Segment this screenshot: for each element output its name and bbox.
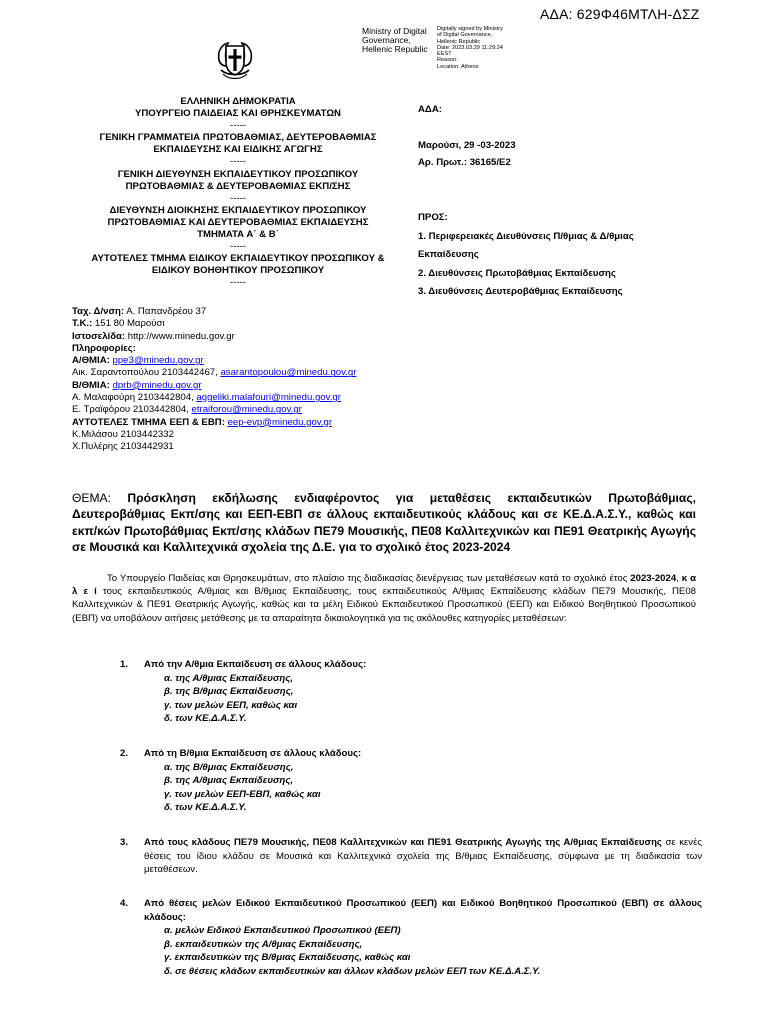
secondary-person1-email-link[interactable]: aggeliki.malafouri@minedu.gov.gr: [196, 392, 341, 404]
signature-details: [437, 26, 503, 70]
list-subitem: γ. των μελών ΕΕΠ, καθώς και: [164, 699, 298, 711]
body-text: Το Υπουργείο Παιδείας και Θρησκευμάτων, στο πλαίσιο της διαδικασίας διενέργειας των μεταθέσεων κατά το σχολικό έτος: [107, 573, 631, 584]
list-subitem: δ. των ΚΕ.Δ.Α.Σ.Υ.: [164, 713, 247, 724]
list-subitem: β. της Β/θμιας Εκπαίδευσης,: [164, 686, 294, 697]
eep-email-link[interactable]: eep-evp@minedu.gov.gr: [227, 416, 333, 428]
list-subitem: γ. των μελών ΕΕΠ-ΕΒΠ, καθώς και: [164, 788, 321, 800]
secondary-contact-person: Ε. Τραϊφόρου 2103442804,: [72, 404, 192, 416]
list-subitem: γ. εκπαιδευτικών της Β/θμιας Εκπαίδευσης, καθώς και: [164, 952, 411, 963]
recipient-line: 2. Διευθύνσεις Πρωτοβάθμιας Εκπαίδευσης: [418, 268, 616, 279]
sig-detail-line: Digitally signed by Ministry: [437, 26, 503, 32]
signer-line: Ministry of Digital: [362, 26, 427, 36]
recipient-line: 3. Διευθύνσεις Δευτεροβάθμιας Εκπαίδευσης: [418, 286, 623, 297]
eep-contact-person: Κ.Μιλάσου 2103442332: [72, 428, 174, 440]
list-number: 4.: [120, 898, 129, 909]
list-title: Από την Α/θμια Εκπαίδευση σε άλλους κλάδους:: [144, 659, 367, 670]
body-text: τους εκπαιδευτικούς Α/θμιας και Β/θμιας Εκπαίδευσης, τους εκπαιδευτικούς Α/θμιας Εκπαίδευσης κλάδων ΠΕ79 Μουσικής, ΠΕ08 Καλλιτεχνικών & ΠΕ91 Θεατρικής Αγωγής, καθώς και τα μέλη Ειδικού Εκπαιδευτικού Προσωπικού (ΕΕΠ) και Ειδικού Βοηθητικού Προσωπικού (ΕΒΠ) να υποβάλουν αιτήσεις μετάθεσης με τα απαραίτητα δικαιολογητικά για τις ακόλουθες κατηγορίες μεταθέσεων:: [72, 586, 696, 624]
info-label: Πληροφορίες:: [72, 342, 136, 354]
list-item: [72, 747, 702, 815]
signer-line: Hellenic Republic: [362, 44, 428, 54]
header-line: ΠΡΩΤΟΒΑΘΜΙΑΣ & ΔΕΥΤΕΡΟΒΑΘΜΙΑΣ ΕΚΠ/ΣΗΣ: [125, 180, 351, 192]
body-paragraph: [72, 572, 696, 625]
header-separator: -----: [230, 156, 246, 168]
list-subitem: δ. σε θέσεις κλάδων εκπαιδευτικών και άλλων κλάδων μελών ΕΕΠ των ΚΕ.Δ.Α.Σ.Υ.: [164, 965, 541, 977]
primary-person-email-link[interactable]: asarantopoulou@minedu.gov.gr: [220, 367, 357, 379]
subject-label: ΘΕΜΑ:: [72, 491, 111, 505]
address-value: Α. Παπανδρέου 37: [124, 306, 207, 317]
list-title: Από τη Β/θμια Εκπαίδευση σε άλλους κλάδους:: [144, 748, 362, 759]
secondary-email-link[interactable]: dprb@minedu.gov.gr: [112, 379, 202, 391]
list-subitem: β. της Α/θμιας Εκπαίδευσης,: [164, 775, 293, 786]
subject-text: Πρόσκληση εκδήλωσης ενδιαφέροντος για μεταθέσεις εκπαιδευτικών Πρωτοβάθμιας, Δευτεροβάθμιας Εκπ/σης και ΕΕΠ-ΕΒΠ σε άλλους εκπαιδευτικούς κλάδους και σε ΚΕ.Δ.Α.Σ.Υ., καθώς και εκπ/κών Πρωτοβάθμιας Εκπ/σης κλάδων ΠΕ79 Μουσικής, ΠΕ08 Καλλιτεχνικών και ΠΕ91 Θεατρικής Αγωγής σε Μουσικά και Καλλιτεχνικά σχολεία της Δ.Ε. για το σχολικό έτος 2023-2024: [72, 491, 696, 554]
list-title-bold: Από τους κλάδους ΠΕ79 Μουσικής, ΠΕ08 Καλλιτεχνικών και ΠΕ91 Θεατρικής Αγωγής της Α/θμιας Εκπαίδευσης: [144, 837, 662, 848]
greek-coat-of-arms-icon: [215, 38, 255, 82]
secondary-contact-person: Α. Μαλαφούρη 2103442804,: [72, 392, 197, 404]
sig-detail-line: of Digital Governance,: [437, 32, 493, 39]
list-subitem: β. εκπαιδευτικών της Α/θμιας Εκπαίδευσης,: [164, 938, 363, 950]
secondary-person2-email-link[interactable]: etraiforou@minedu.gov.gr: [191, 404, 302, 416]
header-separator: -----: [230, 241, 246, 253]
header-line: ΥΠΟΥΡΓΕΙΟ ΠΑΙΔΕΙΑΣ ΚΑΙ ΘΡΗΣΚΕΥΜΑΤΩΝ: [134, 108, 341, 120]
ministry-header: [78, 96, 398, 290]
subject: [72, 490, 696, 555]
list-title: [144, 836, 702, 877]
header-line: ΓΕΝΙΚΗ ΓΡΑΜΜΑΤΕΙΑ ΠΡΩΤΟΒΑΘΜΙΑΣ, ΔΕΥΤΕΡΟΒΑΘΜΙΑΣ: [99, 132, 377, 144]
primary-label: Α/ΘΜΙΑ:: [72, 355, 110, 367]
header-line: ΕΚΠΑΙΔΕΥΣΗΣ ΚΑΙ ΕΙΔΙΚΗΣ ΑΓΩΓΗΣ: [153, 144, 323, 156]
website-label: Ιστοσελίδα:: [72, 330, 126, 342]
signature-signer: [362, 27, 428, 54]
ada-label: ΑΔΑ:: [418, 104, 442, 115]
header-line: ΕΙΔΙΚΟΥ ΒΟΗΘΗΤΙΚΟΥ ΠΡΟΣΩΠΙΚΟΥ: [151, 265, 325, 277]
list-number: 3.: [120, 837, 129, 848]
website-value: http://www.minedu.gov.gr: [125, 330, 235, 342]
address-label: Ταχ. Δ/νση:: [72, 306, 125, 317]
list-subitem: α. της Α/θμιας Εκπαίδευσης,: [164, 672, 293, 684]
sig-detail-line: Date: 2023.03.29 11:29:24: [437, 44, 503, 51]
to-label: ΠΡΟΣ:: [418, 212, 448, 223]
header-line: ΠΡΩΤΟΒΑΘΜΙΑΣ ΚΑΙ ΔΕΥΤΕΡΟΒΑΘΜΙΑΣ ΕΚΠΑΙΔΕΥΣΗΣ: [107, 216, 369, 228]
postal-code-label: Τ.Κ.:: [72, 318, 93, 330]
protocol-number: Αρ. Πρωτ.: 36165/Ε2: [418, 157, 511, 168]
header-separator: -----: [230, 192, 246, 204]
list-subitem: α. μελών Ειδικού Εκπαιδευτικού Προσωπικού (ΕΕΠ): [164, 925, 401, 936]
header-line: ΑΥΤΟΤΕΛΕΣ ΤΜΗΜΑ ΕΙΔΙΚΟΥ ΕΚΠΑΙΔΕΥΤΙΚΟΥ ΠΡΟΣΩΠΙΚΟΥ &: [91, 253, 385, 265]
header-separator: -----: [230, 120, 246, 132]
recipient-line: Εκπαίδευσης: [418, 249, 479, 260]
primary-email-link[interactable]: ppe3@minedu.gov.gr: [112, 355, 204, 367]
header-line: ΕΛΛΗΝΙΚΗ ΔΗΜΟΚΡΑΤΙΑ: [180, 96, 296, 107]
list-subitem: δ. των ΚΕ.Δ.Α.Σ.Υ.: [164, 802, 247, 813]
list-item: [72, 658, 702, 726]
ada-number-top: ΑΔΑ: 629Φ46ΜΤΛΗ-ΔΣΖ: [540, 6, 700, 22]
list-item: [72, 897, 702, 978]
sig-detail-line: Location: Athens: [437, 63, 479, 70]
list-number: 2.: [120, 748, 129, 759]
date-line: Μαρούσι, 29 -03-2023: [418, 140, 516, 151]
eep-contact-person: Χ.Πυλέρης 2103442931: [72, 441, 174, 453]
header-line: ΤΜΗΜΑΤΑ Α΄ & Β΄: [197, 229, 279, 241]
primary-contact-person: Αικ. Σαραντοπούλου 2103442467,: [72, 367, 221, 379]
body-text: ,: [676, 573, 682, 584]
sig-detail-line: Reason:: [437, 57, 458, 64]
list-number: 1.: [120, 659, 129, 670]
list-item: [72, 836, 702, 877]
header-separator: -----: [230, 277, 246, 289]
contact-info: [72, 306, 412, 454]
invite-word: κ α λ ε ί: [72, 573, 696, 598]
eep-label: ΑΥΤΟΤΕΛΕΣ ΤΜΗΜΑ ΕΕΠ & ΕΒΠ:: [72, 416, 228, 428]
postal-code-value: 151 80 Μαρούσι: [92, 318, 165, 330]
signer-line: Governance,: [362, 35, 411, 45]
sig-detail-line: Hellenic Republic: [437, 38, 481, 45]
school-year: 2023-2024: [630, 573, 677, 584]
secondary-label: Β/ΘΜΙΑ:: [72, 379, 110, 391]
header-line: ΓΕΝΙΚΗ ΔΙΕΥΘΥΝΣΗ ΕΚΠΑΙΔΕΥΤΙΚΟΥ ΠΡΟΣΩΠΙΚΟΥ: [117, 168, 359, 180]
list-title: Από θέσεις μελών Ειδικού Εκπαιδευτικού Προσωπικού (ΕΕΠ) και Ειδικού Βοηθητικού Προσωπικού (ΕΒΠ) σε άλλους κλάδους:: [144, 898, 702, 923]
recipient-line: 1. Περιφερειακές Διευθύνσεις Π/θμιας & Δ/θμιας: [418, 231, 634, 242]
list-title-rest: σε κενές θέσεις του ίδιου κλάδου σε Μουσικά και Καλλιτεχνικά σχολεία της Β/θμιας Εκπαίδευσης, σύμφωνα με τη διαδικασία των μεταθέσεων.: [144, 837, 702, 875]
sig-detail-line: EEST: [437, 51, 452, 58]
list-subitem: α. της Β/θμιας Εκπαίδευσης,: [164, 761, 294, 773]
header-line: ΔΙΕΥΘΥΝΣΗ ΔΙΟΙΚΗΣΗΣ ΕΚΠΑΙΔΕΥΤΙΚΟΥ ΠΡΟΣΩΠΙΚΟΥ: [109, 204, 367, 216]
